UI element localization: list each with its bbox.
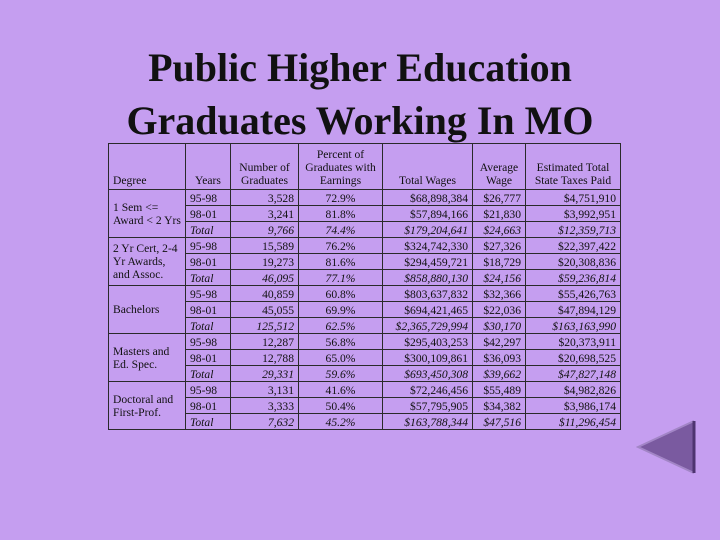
cell-graduates: 12,287: [231, 334, 299, 350]
cell-average-wage: $39,662: [473, 366, 526, 382]
cell-taxes: $3,986,174: [526, 398, 621, 414]
header-average-wage: Average Wage: [473, 144, 526, 190]
cell-graduates: 3,333: [231, 398, 299, 414]
cell-average-wage: $18,729: [473, 254, 526, 270]
cell-wages: $2,365,729,994: [383, 318, 473, 334]
cell-wages: $324,742,330: [383, 238, 473, 254]
graduates-table-container: [108, 143, 620, 430]
cell-wages: $294,459,721: [383, 254, 473, 270]
cell-average-wage: $24,663: [473, 222, 526, 238]
cell-years: 98-01: [186, 350, 231, 366]
cell-percent: 56.8%: [299, 334, 383, 350]
table-row: [109, 318, 621, 334]
cell-taxes: $163,163,990: [526, 318, 621, 334]
cell-taxes: $55,426,763: [526, 286, 621, 302]
cell-years: 98-01: [186, 302, 231, 318]
cell-years: 98-01: [186, 398, 231, 414]
cell-taxes: $11,296,454: [526, 414, 621, 430]
cell-wages: $68,898,384: [383, 190, 473, 206]
cell-graduates: 125,512: [231, 318, 299, 334]
cell-years: 98-01: [186, 254, 231, 270]
table-row: [109, 334, 621, 350]
cell-wages: $694,421,465: [383, 302, 473, 318]
cell-years: Total: [186, 414, 231, 430]
cell-taxes: $4,982,826: [526, 382, 621, 398]
cell-wages: $300,109,861: [383, 350, 473, 366]
cell-degree: Bachelors: [109, 286, 186, 334]
cell-average-wage: $21,830: [473, 206, 526, 222]
table-row: [109, 398, 621, 414]
cell-degree: 1 Sem <= Award < 2 Yrs: [109, 190, 186, 238]
cell-percent: 74.4%: [299, 222, 383, 238]
header-years: Years: [186, 144, 231, 190]
cell-wages: $57,894,166: [383, 206, 473, 222]
table-row: [109, 286, 621, 302]
cell-wages: $693,450,308: [383, 366, 473, 382]
cell-taxes: $22,397,422: [526, 238, 621, 254]
cell-years: 98-01: [186, 206, 231, 222]
cell-graduates: 3,131: [231, 382, 299, 398]
cell-degree: Masters and Ed. Spec.: [109, 334, 186, 382]
cell-average-wage: $30,170: [473, 318, 526, 334]
cell-average-wage: $55,489: [473, 382, 526, 398]
cell-percent: 81.8%: [299, 206, 383, 222]
cell-average-wage: $24,156: [473, 270, 526, 286]
cell-percent: 76.2%: [299, 238, 383, 254]
table-row: [109, 270, 621, 286]
slide-title-line1: Public Higher Education: [148, 45, 572, 90]
cell-average-wage: $32,366: [473, 286, 526, 302]
cell-taxes: $4,751,910: [526, 190, 621, 206]
cell-years: 95-98: [186, 286, 231, 302]
cell-years: 95-98: [186, 190, 231, 206]
graduates-table: [108, 143, 621, 430]
back-arrow-icon[interactable]: [636, 419, 696, 475]
table-header-row: [109, 144, 621, 190]
table-row: [109, 222, 621, 238]
cell-taxes: $20,373,911: [526, 334, 621, 350]
cell-taxes: $3,992,951: [526, 206, 621, 222]
cell-wages: $72,246,456: [383, 382, 473, 398]
header-degree: Degree: [109, 144, 186, 190]
cell-wages: $295,403,253: [383, 334, 473, 350]
cell-taxes: $20,698,525: [526, 350, 621, 366]
table-row: [109, 238, 621, 254]
cell-wages: $57,795,905: [383, 398, 473, 414]
cell-graduates: 45,055: [231, 302, 299, 318]
cell-years: 95-98: [186, 334, 231, 350]
header-graduates: Number of Graduates: [231, 144, 299, 190]
cell-average-wage: $42,297: [473, 334, 526, 350]
slide-title-line2: Graduates Working In MO: [126, 98, 594, 143]
cell-percent: 81.6%: [299, 254, 383, 270]
cell-average-wage: $36,093: [473, 350, 526, 366]
cell-percent: 45.2%: [299, 414, 383, 430]
cell-percent: 59.6%: [299, 366, 383, 382]
cell-taxes: $12,359,713: [526, 222, 621, 238]
cell-years: Total: [186, 270, 231, 286]
cell-degree: 2 Yr Cert, 2-4 Yr Awards, and Assoc.: [109, 238, 186, 286]
table-row: [109, 366, 621, 382]
cell-graduates: 40,859: [231, 286, 299, 302]
table-body: [109, 190, 621, 430]
cell-taxes: $47,894,129: [526, 302, 621, 318]
cell-graduates: 9,766: [231, 222, 299, 238]
cell-graduates: 3,528: [231, 190, 299, 206]
cell-years: 95-98: [186, 238, 231, 254]
table-row: [109, 414, 621, 430]
cell-graduates: 19,273: [231, 254, 299, 270]
header-taxes: Estimated Total State Taxes Paid: [526, 144, 621, 190]
cell-taxes: $59,236,814: [526, 270, 621, 286]
cell-percent: 69.9%: [299, 302, 383, 318]
cell-average-wage: $22,036: [473, 302, 526, 318]
cell-wages: $858,880,130: [383, 270, 473, 286]
cell-years: Total: [186, 366, 231, 382]
cell-percent: 77.1%: [299, 270, 383, 286]
cell-percent: 50.4%: [299, 398, 383, 414]
cell-graduates: 46,095: [231, 270, 299, 286]
cell-percent: 72.9%: [299, 190, 383, 206]
cell-degree: Doctoral and First-Prof.: [109, 382, 186, 430]
cell-wages: $163,788,344: [383, 414, 473, 430]
table-row: [109, 206, 621, 222]
cell-percent: 65.0%: [299, 350, 383, 366]
cell-years: 95-98: [186, 382, 231, 398]
cell-taxes: $20,308,836: [526, 254, 621, 270]
cell-wages: $179,204,641: [383, 222, 473, 238]
cell-average-wage: $34,382: [473, 398, 526, 414]
cell-percent: 62.5%: [299, 318, 383, 334]
table-row: [109, 382, 621, 398]
cell-percent: 41.6%: [299, 382, 383, 398]
table-row: [109, 190, 621, 206]
cell-years: Total: [186, 318, 231, 334]
header-percent: Percent of Graduates with Earnings: [299, 144, 383, 190]
cell-years: Total: [186, 222, 231, 238]
cell-average-wage: $47,516: [473, 414, 526, 430]
cell-wages: $803,637,832: [383, 286, 473, 302]
cell-average-wage: $27,326: [473, 238, 526, 254]
cell-average-wage: $26,777: [473, 190, 526, 206]
cell-graduates: 15,589: [231, 238, 299, 254]
header-wages: Total Wages: [383, 144, 473, 190]
table-row: [109, 254, 621, 270]
cell-percent: 60.8%: [299, 286, 383, 302]
table-row: [109, 350, 621, 366]
cell-taxes: $47,827,148: [526, 366, 621, 382]
cell-graduates: 3,241: [231, 206, 299, 222]
cell-graduates: 29,331: [231, 366, 299, 382]
cell-graduates: 12,788: [231, 350, 299, 366]
table-row: [109, 302, 621, 318]
cell-graduates: 7,632: [231, 414, 299, 430]
